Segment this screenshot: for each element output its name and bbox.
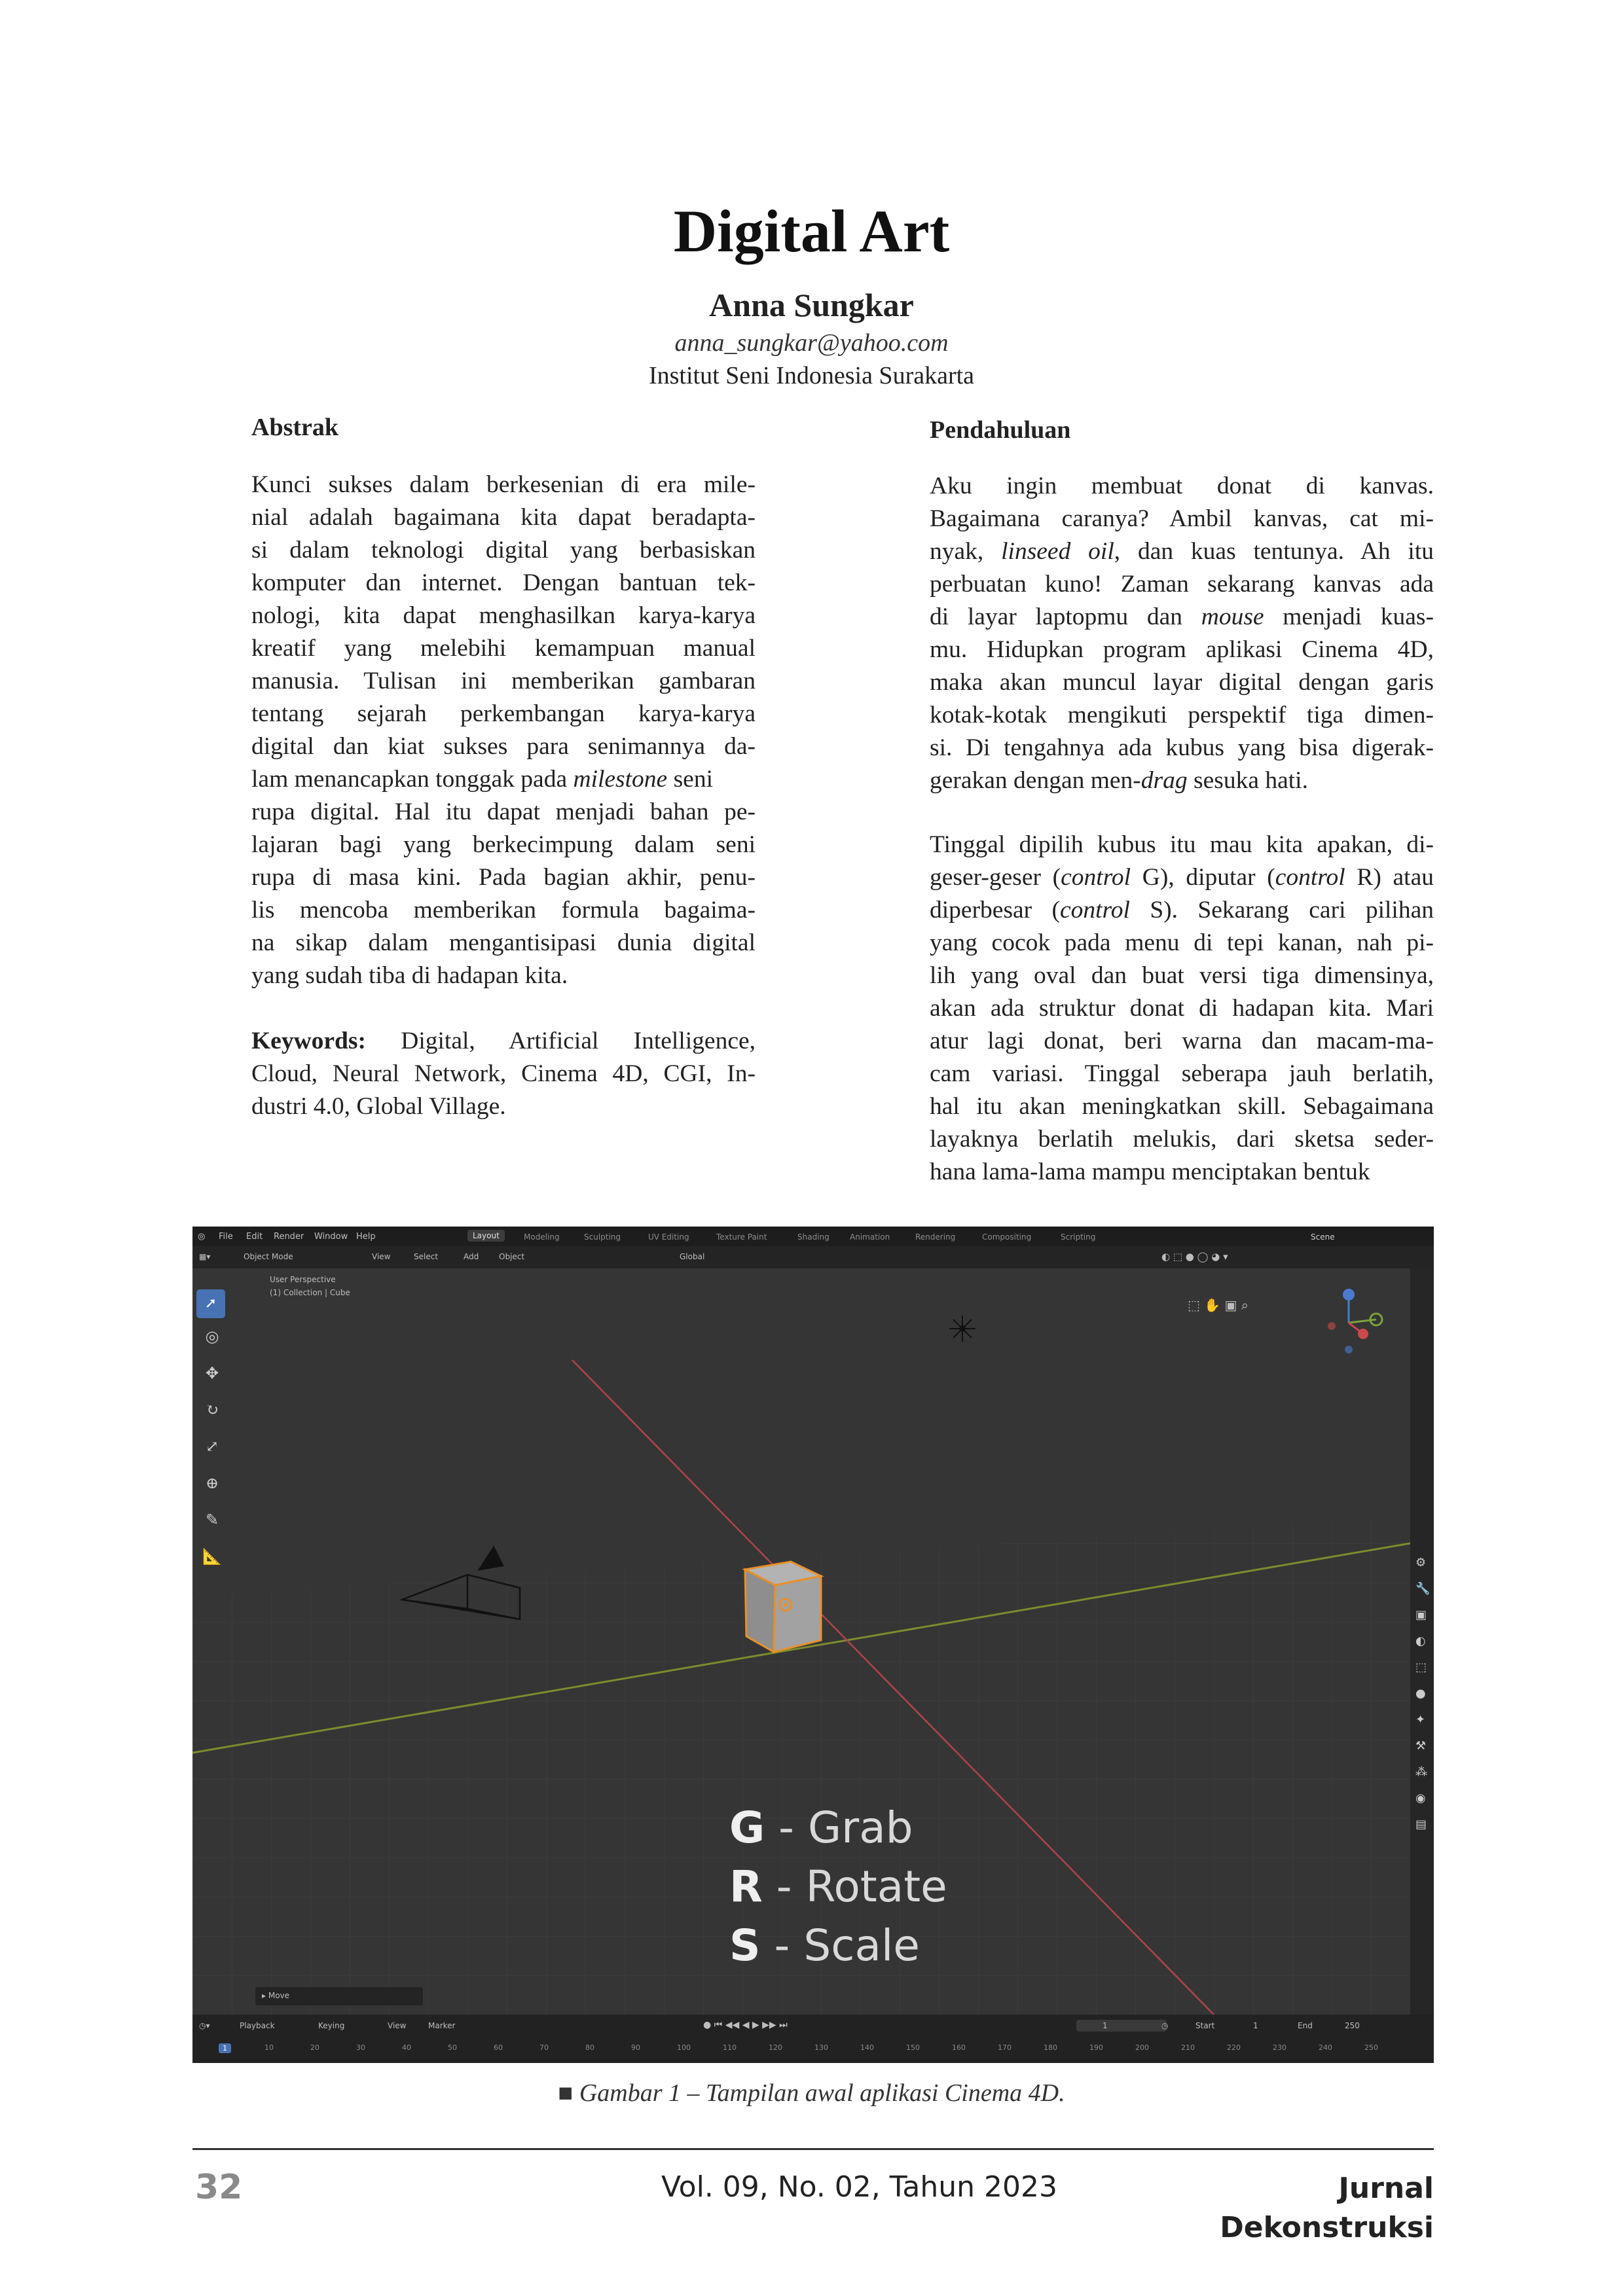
- abstract-line: yang sudah tiba di hadapan kita.: [251, 962, 568, 989]
- scene-selector[interactable]: Scene: [1311, 1232, 1335, 1242]
- timeline: [192, 2015, 1434, 2063]
- properties-strip: [1410, 1268, 1434, 2015]
- timeline-marker[interactable]: Marker: [428, 2021, 456, 2030]
- ruler-tick-label: 40: [402, 2043, 411, 2052]
- select-tool-icon[interactable]: ➚: [196, 1289, 225, 1318]
- intro-line: hal itu akan meningkatkan skill. Sebagaimana: [930, 1093, 1434, 1120]
- abstract-line: si dalam teknologi digital yang berbasiskan: [251, 537, 756, 564]
- menu-window[interactable]: Window: [314, 1232, 348, 1242]
- intro-text: geser-geser (: [930, 864, 1061, 891]
- intro-line: [930, 861, 1434, 894]
- ruler-tick-label: 140: [860, 2043, 874, 2052]
- shortcut-label: - Grab: [765, 1803, 913, 1853]
- abstract-line: nial adalah bagaimana kita dapat beradapta-: [251, 504, 756, 531]
- intro-line: Bagaimana caranya? Ambil kanvas, cat mi-: [930, 505, 1434, 532]
- page-number: 32: [195, 2168, 243, 2207]
- intro-emphasis: control: [1275, 864, 1345, 891]
- 3d-viewport[interactable]: [192, 1268, 1410, 2015]
- annotate-tool-icon[interactable]: ✎: [205, 1511, 219, 1529]
- intro-paragraph-2: [930, 829, 1434, 1189]
- shortcut-grab: [729, 1799, 947, 1857]
- intro-line: yang cocok pada menu di tepi kanan, nah pi-: [930, 929, 1434, 956]
- intro-emphasis: drag: [1140, 767, 1188, 794]
- transform-orientation[interactable]: Global: [680, 1252, 705, 1261]
- abstract-line: tentang sejarah perkembangan karya-karya: [251, 700, 756, 727]
- intro-line: perbuatan kuno! Zaman sekarang kanvas ada: [930, 571, 1434, 598]
- abstract-line: manusia. Tulisan ini memberikan gambaran: [251, 668, 756, 694]
- transform-tool-icon[interactable]: ⊕: [205, 1474, 219, 1492]
- author-name: Anna Sungkar: [709, 287, 914, 323]
- intro-heading: Pendahuluan: [930, 416, 1071, 444]
- intro-emphasis: linseed oil: [1001, 538, 1114, 565]
- shortcut-key: G: [729, 1803, 765, 1853]
- abstract-line: na sikap dalam mengantisipasi dunia digital: [251, 929, 756, 956]
- intro-line: akan ada struktur donat di hadapan kita. Mari: [930, 995, 1434, 1022]
- abstract-line: lis mencoba memberikan formula bagaima-: [251, 897, 756, 924]
- tab-uv-editing[interactable]: UV Editing: [648, 1232, 689, 1242]
- intro-line: lih yang oval dan buat versi tiga dimensinya,: [930, 962, 1434, 989]
- intro-line: layaknya berlatih melukis, dari sketsa seder-: [930, 1126, 1434, 1153]
- ruler-tick-label: 220: [1227, 2043, 1241, 2052]
- timeline-playback[interactable]: Playback: [240, 2021, 275, 2030]
- ruler-tick-label: 90: [631, 2043, 640, 2052]
- keywords-text: Digital, Artificial Intelligence,: [401, 1028, 756, 1054]
- timeline-view[interactable]: View: [388, 2021, 407, 2030]
- shortcut-key: R: [729, 1861, 763, 1912]
- end-frame-value[interactable]: 250: [1345, 2021, 1360, 2030]
- ruler-tick-label: 160: [952, 2043, 966, 2052]
- ruler-tick-label: 20: [310, 2043, 319, 2052]
- ruler-tick-label: 80: [585, 2043, 594, 2052]
- ruler-tick-label: 180: [1044, 2043, 1057, 2052]
- ruler-tick-label: 210: [1181, 2043, 1195, 2052]
- tab-scripting[interactable]: Scripting: [1061, 1232, 1096, 1242]
- menu-select[interactable]: Select: [414, 1252, 439, 1261]
- object-mode-dropdown[interactable]: Object Mode: [244, 1252, 293, 1261]
- cube-object[interactable]: [745, 1562, 821, 1652]
- operator-label: Move: [268, 1991, 290, 2000]
- intro-line: [930, 894, 1434, 927]
- cursor-tool-icon[interactable]: ◎: [205, 1327, 219, 1346]
- tab-layout[interactable]: Layout: [467, 1230, 505, 1242]
- intro-line: mu. Hidupkan program aplikasi Cinema 4D,: [930, 636, 1434, 663]
- measure-tool-icon[interactable]: 📐: [202, 1547, 222, 1566]
- navigation-gizmo-icons[interactable]: ⬚ ✋ ▣ ⌕: [1188, 1297, 1249, 1313]
- ruler-tick-label: 70: [539, 2043, 549, 2052]
- keywords-label: Keywords:: [251, 1028, 366, 1054]
- author-institution: Institut Seni Indonesia Surakarta: [648, 362, 975, 389]
- keywords-line: [251, 1025, 756, 1058]
- timeline-editor-icon[interactable]: ◷▾: [199, 2021, 210, 2030]
- intro-line: cam variasi. Tinggal seberapa jauh berlatih,: [930, 1060, 1434, 1087]
- footer-rule: [192, 2148, 1434, 2150]
- abstract-text: lam menancapkan tonggak pada: [251, 766, 568, 793]
- viewport-header: [192, 1246, 1434, 1268]
- intro-emphasis: control: [1061, 864, 1131, 891]
- tab-shading[interactable]: Shading: [797, 1232, 830, 1242]
- app-top-bar: [192, 1227, 1434, 1246]
- move-tool-icon[interactable]: ✥: [205, 1364, 219, 1382]
- rotate-tool-icon[interactable]: ↻: [205, 1401, 219, 1419]
- keywords: [251, 1025, 756, 1123]
- properties-tab-icons[interactable]: ⚙ 🔧 ▣ ◐ ⬚ ● ✦ ⚒ ⁂ ◉ ▤: [1415, 1556, 1431, 1831]
- abstract-line: lajaran bagi yang berkecimpung dalam seni: [251, 831, 756, 858]
- menu-render[interactable]: Render: [274, 1232, 304, 1242]
- intro-text: G), diputar (: [1142, 864, 1275, 891]
- intro-emphasis: control: [1060, 897, 1130, 924]
- ruler-tick-label: 250: [1364, 2043, 1378, 2052]
- intro-line: kotak-kotak mengikuti perspektif tiga dimen-: [930, 702, 1434, 728]
- shortcut-rotate: [729, 1857, 947, 1916]
- shortcut-label: - Rotate: [762, 1861, 947, 1912]
- intro-text: gerakan dengan men-: [930, 767, 1141, 794]
- ruler-tick-label: 170: [998, 2043, 1012, 2052]
- intro-line: Aku ingin membuat donat di kanvas.: [930, 473, 1434, 499]
- ruler-tick-label: 30: [356, 2043, 365, 2052]
- ruler-tick-label: 190: [1089, 2043, 1103, 2052]
- intro-text: S). Sekarang cari pilihan: [1150, 897, 1434, 924]
- ruler-tick-label: 200: [1135, 2043, 1149, 2052]
- intro-text: menjadi kuas-: [1283, 603, 1434, 630]
- viewport-perspective-label: User Perspective: [270, 1275, 336, 1284]
- shortcut-overlay: [729, 1799, 947, 1975]
- abstract-heading: Abstrak: [251, 414, 339, 441]
- viewport-collection-label: (1) Collection | Cube: [270, 1288, 350, 1297]
- shortcut-label: - Scale: [760, 1920, 920, 1971]
- abstract-line: rupa digital. Hal itu dapat menjadi bahan pe-: [251, 798, 756, 825]
- ruler-tick-label: 10: [264, 2043, 274, 2052]
- clock-icon: ◷: [1161, 2021, 1169, 2030]
- figure-caption: [0, 2077, 1623, 2109]
- menu-help[interactable]: Help: [356, 1232, 376, 1242]
- intro-line: atur lagi donat, beri warna dan macam-ma-: [930, 1028, 1434, 1054]
- app-logo-icon: ◎: [198, 1232, 206, 1242]
- start-label: Start: [1195, 2021, 1215, 2030]
- menu-add[interactable]: Add: [464, 1252, 479, 1261]
- frame-ruler[interactable]: [219, 2041, 1397, 2058]
- abstract-emphasis: milestone: [573, 766, 668, 793]
- abstract-line: kreatif yang melebihi kemampuan manual: [251, 635, 756, 662]
- intro-text: nyak,: [930, 538, 984, 565]
- ruler-tick-label: 240: [1319, 2043, 1332, 2052]
- tab-compositing[interactable]: Compositing: [982, 1232, 1032, 1242]
- abstract-line: nologi, kita dapat menghasilkan karya-karya: [251, 602, 756, 629]
- intro-text: di layar laptopmu dan: [930, 603, 1183, 630]
- shortcut-scale: [729, 1916, 947, 1975]
- ruler-tick-label: 60: [494, 2043, 503, 2052]
- caption-bullet-icon: ■: [558, 2079, 574, 2107]
- keywords-line: dustri 4.0, Global Village.: [251, 1093, 506, 1120]
- tool-shelf: [196, 1289, 228, 1566]
- menu-view[interactable]: View: [372, 1252, 391, 1261]
- end-label: End: [1298, 2021, 1313, 2030]
- ruler-tick-label: 50: [448, 2043, 457, 2052]
- axis-gizmo[interactable]: [1316, 1287, 1388, 1359]
- intro-text: sesuka hati.: [1193, 767, 1308, 794]
- abstract-line: [251, 763, 756, 796]
- ruler-tick-label: 110: [723, 2043, 737, 2052]
- last-operator-panel[interactable]: ▸ Move: [255, 1987, 423, 2005]
- intro-emphasis: mouse: [1201, 603, 1264, 630]
- intro-line: [930, 601, 1434, 634]
- intro-line: hana lama-lama mampu menciptakan bentuk: [930, 1158, 1370, 1185]
- intro-text: R) atau: [1357, 864, 1434, 891]
- current-frame-field[interactable]: 1: [1076, 2020, 1167, 2032]
- abstract-body: [251, 469, 756, 992]
- intro-line: [930, 535, 1434, 568]
- menu-file[interactable]: File: [219, 1232, 233, 1242]
- tab-modeling[interactable]: Modeling: [524, 1232, 560, 1242]
- figure-screenshot: [192, 1227, 1434, 2063]
- intro-text: , dan kuas tentunya. Ah itu: [1114, 538, 1434, 565]
- author-email: anna_sungkar@yahoo.com: [674, 329, 949, 357]
- tab-animation[interactable]: Animation: [850, 1232, 890, 1242]
- intro-line: si. Di tengahnya ada kubus yang bisa digerak-: [930, 734, 1434, 761]
- scale-tool-icon[interactable]: ⤢: [205, 1437, 219, 1456]
- ruler-tick-label: 1: [219, 2043, 231, 2053]
- abstract-line: komputer dan internet. Dengan bantuan tek-: [251, 569, 756, 596]
- ruler-tick-label: 230: [1273, 2043, 1286, 2052]
- volume-info: Vol. 09, No. 02, Tahun 2023: [661, 2170, 1057, 2204]
- shortcut-key: S: [729, 1920, 761, 1971]
- abstract-text: seni: [673, 766, 714, 793]
- intro-line: Tinggal dipilih kubus itu mau kita apakan, di-: [930, 831, 1434, 858]
- intro-text: diperbesar (: [930, 897, 1061, 924]
- keywords-line: Cloud, Neural Network, Cinema 4D, CGI, In-: [251, 1060, 756, 1087]
- ruler-tick-label: 100: [677, 2043, 691, 2052]
- tab-texture-paint[interactable]: Texture Paint: [716, 1232, 767, 1242]
- shading-mode-icons[interactable]: ◐ ⬚ ● ◯ ◕ ▾: [1161, 1251, 1228, 1263]
- menu-edit[interactable]: Edit: [246, 1232, 263, 1242]
- light-icon[interactable]: [949, 1316, 976, 1342]
- editor-type-icon[interactable]: ▦▾: [199, 1252, 211, 1261]
- abstract-line: Kunci sukses dalam berkesenian di era mile-: [251, 471, 756, 498]
- caption-text: Gambar 1 – Tampilan awal aplikasi Cinema 4D.: [579, 2079, 1065, 2107]
- intro-paragraph-1: [930, 470, 1434, 797]
- abstract-line: digital dan kiat sukses para senimannya da-: [251, 733, 756, 760]
- tab-sculpting[interactable]: Sculpting: [584, 1232, 621, 1242]
- ruler-tick-label: 150: [906, 2043, 920, 2052]
- timeline-keying[interactable]: Keying: [318, 2021, 345, 2030]
- tab-rendering[interactable]: Rendering: [915, 1232, 956, 1242]
- ruler-tick-label: 130: [814, 2043, 828, 2052]
- paper-title: Digital Art: [673, 198, 950, 264]
- ruler-tick-label: 120: [769, 2043, 782, 2052]
- playback-controls[interactable]: ● ⏮ ◀◀ ◀ ▶ ▶▶ ⏭: [703, 2020, 788, 2030]
- intro-line: maka akan muncul layar digital dengan garis: [930, 669, 1434, 696]
- journal-name: Jurnal Dekonstruksi: [1220, 2172, 1434, 2244]
- menu-object[interactable]: Object: [499, 1252, 525, 1261]
- start-frame-value[interactable]: 1: [1253, 2021, 1258, 2030]
- intro-line: [930, 764, 1434, 797]
- abstract-line: rupa di masa kini. Pada bagian akhir, penu-: [251, 864, 756, 891]
